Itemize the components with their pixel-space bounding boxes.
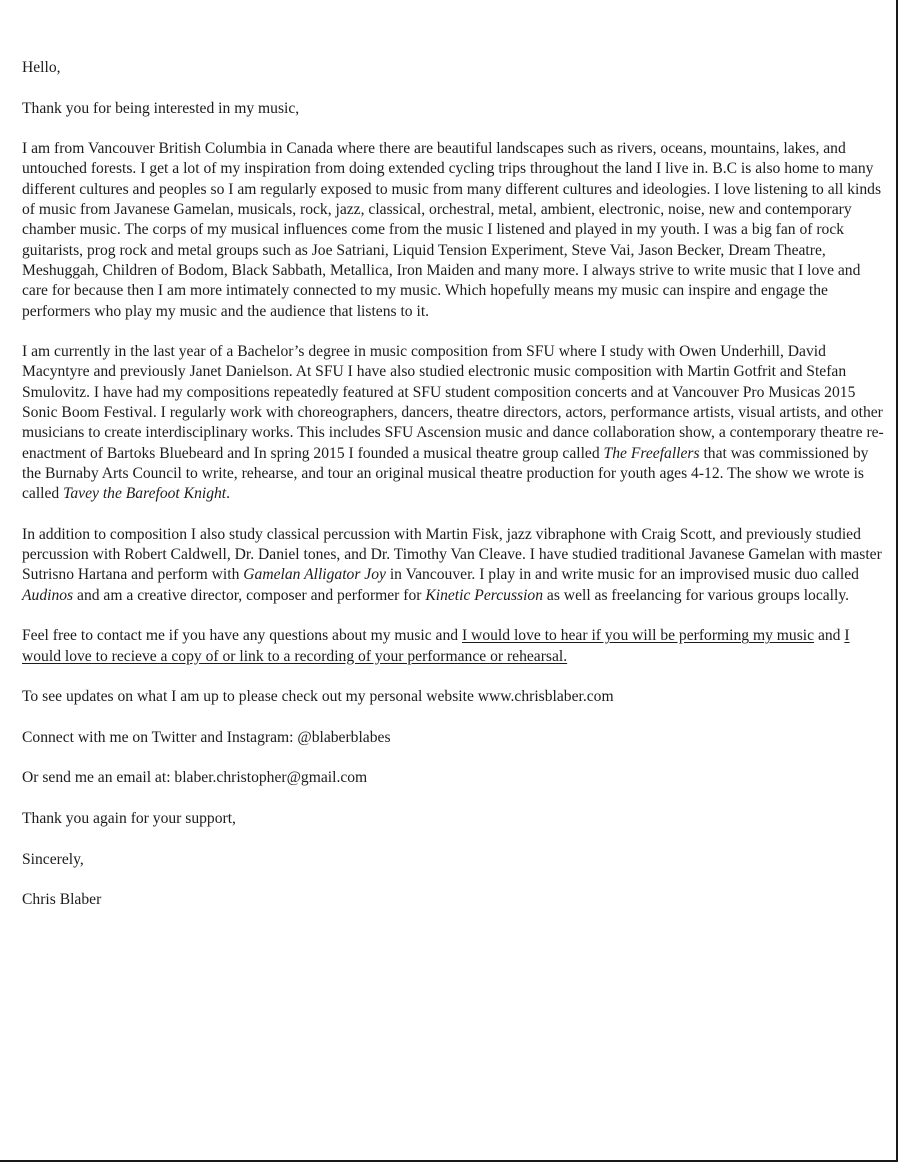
percussion-text-3: and am a creative director, composer and performer for — [73, 586, 426, 604]
paragraph-contact — [22, 626, 890, 667]
thanks-line: Thank you for being interested in my music, — [22, 99, 300, 117]
thanks-again-line: Thank you again for your support, — [22, 809, 236, 827]
greeting: Hello, — [22, 59, 61, 76]
paragraph-percussion — [22, 525, 890, 606]
gamelan-name: Gamelan Alligator Joy — [243, 566, 386, 584]
percussion-text-4: as well as freelancing for various groups locally. — [543, 586, 850, 604]
email-line: Or send me an email at: blaber.christopher@gmail.com — [22, 769, 368, 787]
percussion-text-2: in Vancouver. I play in and write music for an improvised music duo called — [385, 566, 859, 584]
performing-request: I would love to hear if you will be performing my music — [461, 627, 815, 645]
signature: Chris Blaber — [22, 891, 102, 909]
education-text-1: I am currently in the last year of a Bachelor’s degree in music composition from SFU where I study with Owen Underhill, David Macyntyre and previously Janet Danielson. At SFU I have also studied electronic music composition with Martin Gotfrit and Stefan Smulovitz. I have had my compositions repeatedly featured at SFU student composition concerts and at Vancouver Pro Musicas 2015 Sonic Boom Festival. I regularly work with choreographers, dancers, theatre directors, actors, performance artists, visual artists, and other musicians to create interdisciplinary works. This includes SFU Ascension music and dance collaboration show, a contemporary theatre re-enactment of Bartoks Bluebeard and In spring 2015 I founded a musical theatre group called — [22, 343, 884, 462]
show-name: Tavey the Barefoot Knight — [63, 485, 227, 503]
contact-text-2: and — [814, 627, 845, 645]
letter-body — [22, 58, 890, 931]
group-name: The Freefallers — [603, 444, 700, 462]
closing: Sincerely, — [22, 850, 84, 868]
paragraph-education — [22, 342, 890, 504]
recording-request: I would love to recieve a copy of or link to a recording of your performance or rehearsal. — [22, 627, 850, 665]
percussion-text-1: In addition to composition I also study classical percussion with Martin Fisk, jazz vibraphone with Craig Scott, and previously studied percussion with Robert Caldwell, Dr. Daniel tones, and Dr. Timothy Van Cleave. I have studied traditional Javanese Gamelan with master Sutrisno Hartana and perform with — [22, 525, 882, 584]
education-text-2: that was commissioned by the Burnaby Arts Council to write, rehearse, and tour an original musical theatre production for youth ages 4-12. The show we wrote is called — [22, 444, 869, 503]
paragraph-background: I am from Vancouver British Columbia in Canada where there are beautiful landscapes such as rivers, oceans, mountains, lakes, and untouched forests. I get a lot of my inspiration from doing extended cycling trips throughout the land I live in. B.C is also home to many different cultures and peoples so I am regularly exposed to music from many different cultures and ideologies. I love listening to all kinds of music from Javanese Gamelan, musicals, rock, jazz, classical, orchestral, metal, ambient, electronic, noise, new and contemporary chamber music. The corps of my musical influences come from the music I listened and played in my youth. I was a big fan of rock guitarists, prog rock and metal groups such as Joe Satriani, Liquid Tension Experiment, Steve Vai, Jason Becker, Dream Theatre, Meshuggah, Children of Bodom, Black Sabbath, Metallica, Iron Maiden and many more. I always strive to write music that I love and care for because then I am more intimately connected to my music. Which hopefully means my music can inspire and engage the performers who play my music and the audience that listens to it. — [22, 140, 882, 320]
education-text-3: . — [226, 485, 231, 503]
duo-name: Audinos — [22, 586, 74, 604]
social-line: Connect with me on Twitter and Instagram: @blaberblabes — [22, 728, 391, 746]
kinetic-name: Kinetic Percussion — [425, 586, 544, 604]
website-line: To see updates on what I am up to please check out my personal website www.chrisblaber.com — [22, 688, 614, 706]
contact-text-1: Feel free to contact me if you have any questions about my music and — [22, 627, 462, 645]
